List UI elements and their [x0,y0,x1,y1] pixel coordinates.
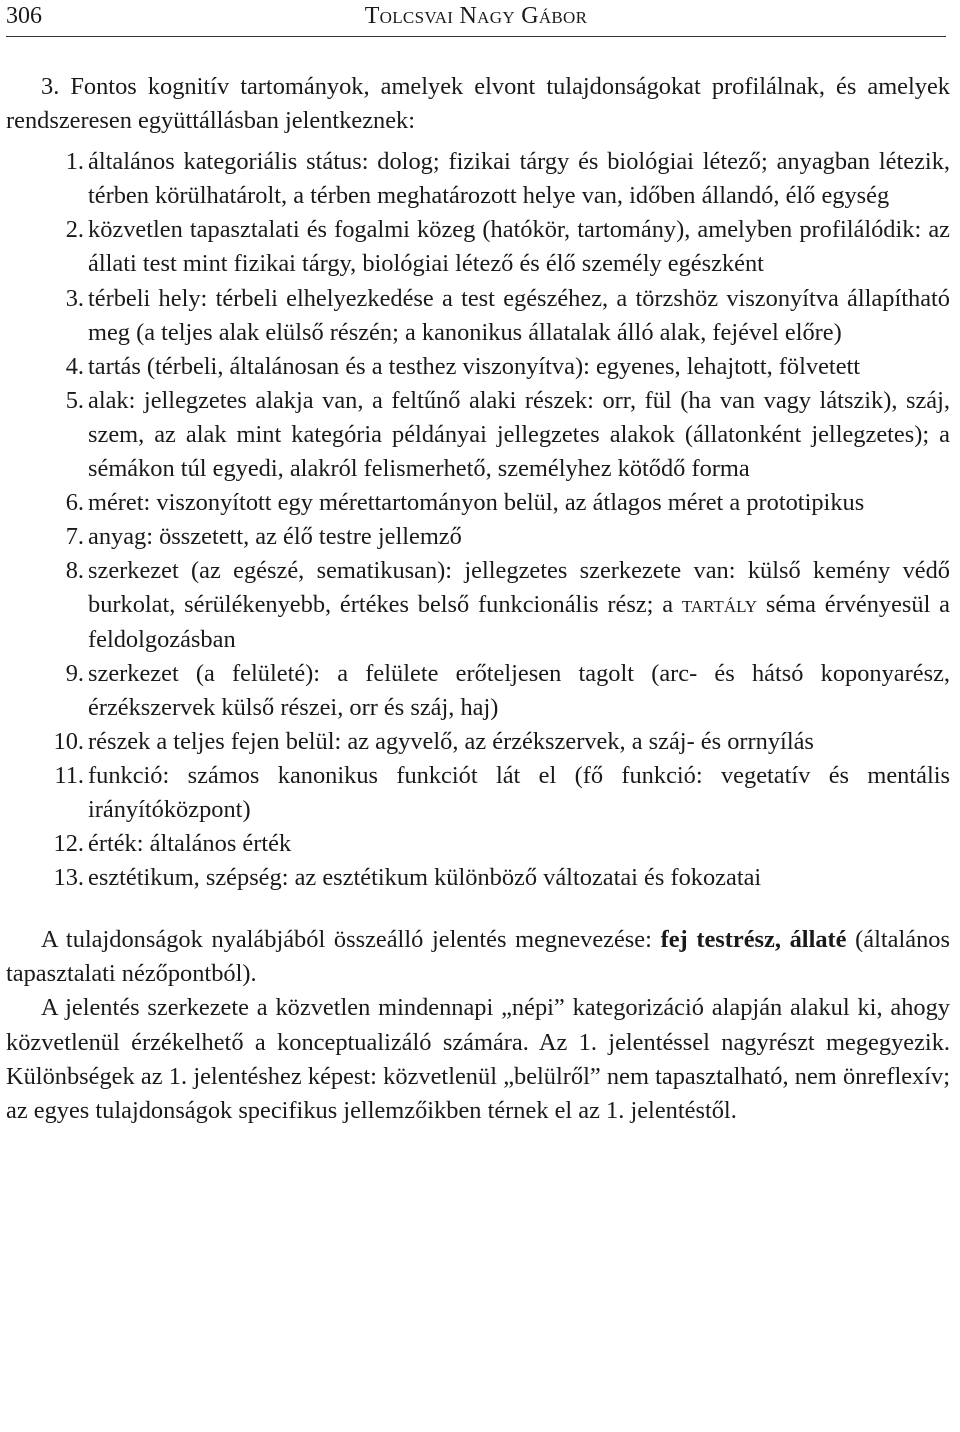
section-intro [6,70,950,138]
list-item [6,725,950,759]
list-item-text: esztétikum, szépség: az esztétikum különböző változatai és fokozatai [88,864,762,892]
page-header [6,0,946,34]
list-item-text: funkció: számos kanonikus funkciót lát el (fő funkció: vegetatív és mentális irányítóközpont) [88,761,950,823]
list-item-number: 1. [65,148,84,176]
page-body [6,70,950,1128]
list-item [6,861,950,895]
list-item-text: közvetlen tapasztalati és fogalmi közeg (hatókör, tartomány), amelyben profilálódik: az állati test mint fizikai tárgy, biológiai létező és élő személy egészként [88,216,950,278]
list-item-number: 3. [65,284,84,312]
paragraph-text-part: A tulajdonságok nyalábjából összeálló jelentés megnevezése: [41,926,661,954]
paragraph-text-part: (általános tapasztalati nézőpontból). [6,926,950,988]
list-item-text: részek a teljes fejen belül: az agyvelő, az érzékszervek, a száj- és orrnyílás [88,727,814,755]
list-item-number: 4. [65,352,84,380]
list-item-text-part: szerkezet (az egészé, sematikusan): jellegzetes szerkezete van: külső kemény védő burkolat, sérülékenyebb, értékes belső funkcionális rész; a [88,557,950,619]
list-item [6,486,950,520]
list-item-number: 2. [65,216,84,244]
list-item-text: anyag: összetett, az élő testre jellemző [88,523,462,551]
list-item-text [88,554,950,656]
list-item-text: térbeli hely: térbeli elhelyezkedése a test egészéhez, a törzshöz viszonyítva állapítható meg (a teljes alak elülső részén; a kanonikus állatalak álló alak, fejével előre) [88,284,950,346]
list-item-number: 10. [53,727,84,755]
list-item [6,520,950,554]
list-item-text: méret: viszonyított egy mérettartományon belül, az átlagos méret a prototipikus [88,489,865,517]
section-intro-text: 3. Fontos kognitív tartományok, amelyek elvont tulajdonságokat profilálnak, és amelyek rendszeresen együttállásban jelentkeznek: [6,73,950,135]
list-item [6,350,950,384]
meaning-name-bold: fej testrész, állaté [660,926,847,954]
list-item-text-part: séma érvényesül a feldolgozásban [88,591,950,653]
page-number: 306 [6,3,42,29]
header-rule [6,36,946,37]
list-item-number: 9. [65,659,84,687]
list-item [6,384,950,486]
list-item-text: érték: általános érték [88,830,292,858]
list-item-number: 6. [65,489,84,517]
list-item [6,827,950,861]
list-item-number: 12. [53,830,84,858]
running-head: Tolcsvai Nagy Gábor [364,3,588,29]
property-list [6,145,950,895]
list-item [6,145,950,213]
list-item [6,657,950,725]
list-item-text: alak: jellegzetes alakja van, a feltűnő alaki részek: orr, fül (ha van vagy látszik), száj, szem, az alak mint kategória példányai jellegzetes alakok (állatonként jellegzetes); a sémákon túl egyedi, alakról felismerhető, személyhez kötődő forma [88,386,950,483]
list-item [6,213,950,281]
list-item [6,759,950,827]
list-item-number: 7. [65,523,84,551]
schema-term: tartály [681,591,758,619]
list-item-text: általános kategoriális státus: dolog; fizikai tárgy és biológiai létező; anyagban létezik, térben körülhatárolt, a térben meghatározott helye van, időben állandó, élő egység [88,148,950,210]
list-item-text: tartás (térbeli, általánosan és a testhez viszonyítva): egyenes, lehajtott, fölvetett [88,352,861,380]
list-item-text: szerkezet (a felületé): a felülete erőteljesen tagolt (arc- és hátsó koponyarész, érzékszervek külső részei, orr és száj, haj) [88,659,950,721]
meaning-structure-paragraph: A jelentés szerkezete a közvetlen mindennapi „népi” kategorizáció alapján alakul ki, ahogy közvetlenül érzékelhető a konceptualizáló számára. Az 1. jelentéssel nagyrészt megegyezik. Különbségek az 1. jelentéshez képest: közvetlenül „belülről” nem tapasztalható, nem önreflexív; az egyes tulajdonságok specifikus jellemzőikben térnek el az 1. jelentéstől. [6,994,950,1124]
list-item-number: 8. [65,557,84,585]
list-item [6,554,950,656]
list-item-number: 5. [65,386,84,414]
meaning-name-paragraph [6,923,950,991]
list-item-number: 11. [54,761,84,789]
list-item [6,282,950,350]
list-item-number: 13. [53,864,84,892]
